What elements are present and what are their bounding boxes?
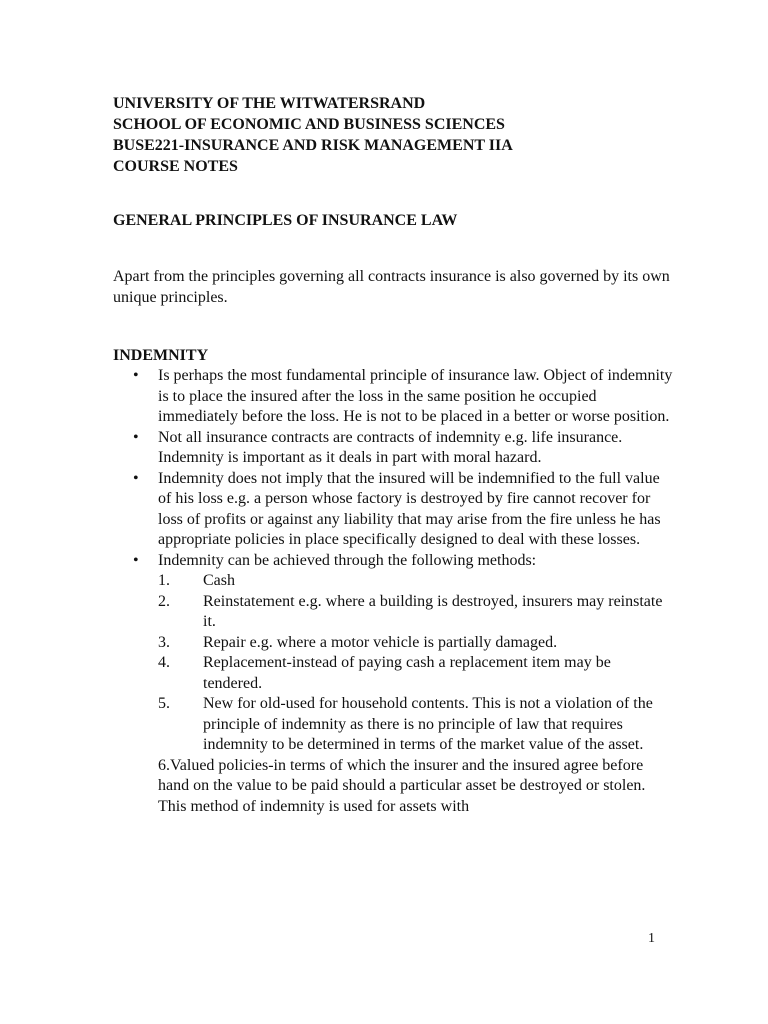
bullet-item	[113, 469, 673, 551]
bullet-text: Is perhaps the most fundamental principle of insurance law. Object of indemnity is to place the insured after the loss in the same position he occupied immediately before the loss. He is not to be placed in a better or worse position.	[158, 367, 673, 425]
method-text: Repair e.g. where a motor vehicle is partially damaged.	[203, 633, 558, 651]
method-text: New for old-used for household contents. This is not a violation of the principle of indemnity as there is no principle of law that requires indemnity to be determined in terms of the market value of the asset.	[203, 695, 653, 753]
page-number: 1	[648, 931, 655, 946]
school-name: SCHOOL OF ECONOMIC AND BUSINESS SCIENCES	[113, 116, 505, 133]
course-code-title: BUSE221-INSURANCE AND RISK MANAGEMENT IIA	[113, 137, 513, 154]
bullet-item	[113, 366, 673, 428]
method-item	[158, 571, 673, 592]
bullet-item	[113, 428, 673, 469]
valued-policies-paragraph: 6.Valued policies-in terms of which the insurer and the insured agree before hand on the value to be paid should a particular asset be destroyed or stolen. This method of indemnity is used for assets with	[158, 756, 646, 815]
method-text: Replacement-instead of paying cash a replacement item may be tendered.	[203, 654, 611, 692]
indemnity-methods-list	[158, 571, 673, 756]
bullet-text: Indemnity can be achieved through the following methods:	[158, 551, 537, 569]
method-item	[158, 694, 673, 756]
bullet-text: Not all insurance contracts are contracts of indemnity e.g. life insurance. Indemnity is important as it deals in part with moral hazard.	[158, 428, 623, 466]
university-name: UNIVERSITY OF THE WITWATERSRAND	[113, 95, 426, 112]
method-number: 5.	[158, 695, 170, 712]
bullet-icon: •	[133, 469, 139, 487]
document-header	[113, 93, 513, 177]
method-number: 1.	[158, 572, 170, 589]
method-number: 3.	[158, 633, 170, 651]
bullet-icon: •	[133, 367, 139, 384]
bullet-icon: •	[133, 428, 139, 446]
method-item	[158, 653, 673, 694]
bullet-text: Indemnity does not imply that the insured will be indemnified to the full value of his loss e.g. a person whose factory is destroyed by fire cannot recover for loss of profits or against any liability that may arise from the fire unless he has appropriate policies in place specifically designed to deal with these losses.	[158, 469, 661, 548]
method-text: Cash	[203, 572, 235, 589]
method-text: Reinstatement e.g. where a building is destroyed, insurers may reinstate it.	[203, 592, 663, 630]
indemnity-bullet-list	[113, 366, 673, 817]
bullet-item	[113, 551, 673, 818]
method-number: 4.	[158, 654, 170, 671]
bullet-icon: •	[133, 551, 139, 569]
intro-paragraph: Apart from the principles governing all contracts insurance is also governed by its own unique principles.	[113, 268, 670, 306]
course-notes-label: COURSE NOTES	[113, 158, 238, 175]
method-item	[158, 592, 673, 633]
section-title: GENERAL PRINCIPLES OF INSURANCE LAW	[113, 212, 458, 229]
method-item	[158, 633, 673, 654]
indemnity-heading: INDEMNITY	[113, 347, 209, 364]
method-number: 2.	[158, 592, 170, 610]
